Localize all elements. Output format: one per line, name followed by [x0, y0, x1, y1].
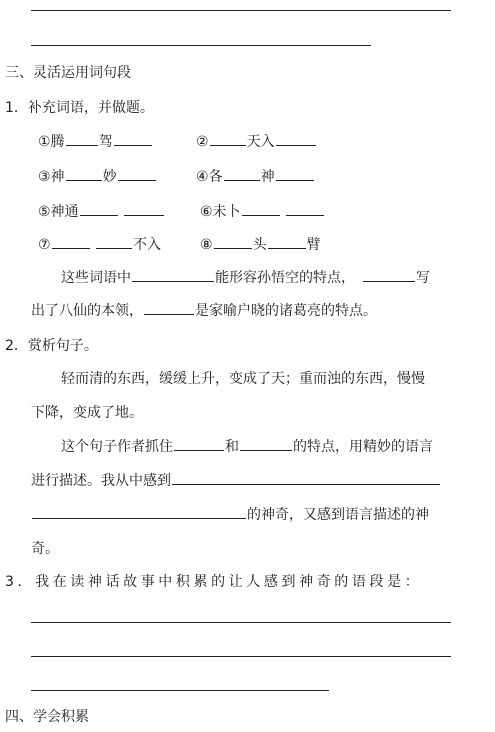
word-item-3[interactable]: ③神 妙 — [38, 166, 157, 186]
answer-line-top-1 — [31, 10, 451, 11]
word-item-2[interactable]: ② 天入 — [196, 131, 317, 151]
word-blank[interactable] — [124, 201, 164, 216]
q2-sentence-line-1: 轻而清的东西，缓缓上升，变成了天；重而浊的东西，慢慢 — [61, 371, 425, 387]
fill-blank[interactable] — [132, 267, 214, 282]
fill-blank[interactable] — [174, 436, 224, 451]
question-2-label: 2．赏析句子。 — [5, 338, 98, 354]
fill-blank[interactable] — [32, 504, 246, 519]
fill-blank[interactable] — [363, 267, 415, 282]
word-item-8[interactable]: ⑧ 头 臂 — [200, 234, 321, 254]
word-blank[interactable] — [214, 234, 252, 249]
fill-blank[interactable] — [144, 300, 194, 315]
word-blank[interactable] — [52, 234, 90, 249]
q2-task-line-4: 奇。 — [31, 541, 59, 557]
word-blank[interactable] — [96, 234, 132, 249]
word-item-5[interactable]: ⑤神通 — [38, 201, 165, 221]
q3-label-text: 3．我在读神话故事中积累的让人感到神奇的语段是： — [5, 574, 423, 590]
q3-answer-line-1[interactable] — [31, 622, 451, 623]
word-blank[interactable] — [80, 201, 118, 216]
word-item-1[interactable]: ①腾 驾 — [38, 131, 153, 151]
answer-line-top-2 — [31, 45, 371, 46]
word-blank[interactable] — [210, 131, 246, 146]
word-blank[interactable] — [224, 166, 260, 181]
word-blank[interactable] — [268, 234, 306, 249]
q1-fill-line-1: 这些词语中 能形容孙悟空的特点， 写 — [61, 267, 430, 287]
q1-fill-line-2: 出了八仙的本领， 是家喻户晓的诸葛亮的特点。 — [31, 300, 377, 320]
word-blank[interactable] — [276, 131, 316, 146]
word-item-6[interactable]: ⑥未卜 — [200, 201, 325, 221]
word-blank[interactable] — [242, 201, 280, 216]
q2-task-line-2: 进行描述。我从中感到 — [31, 470, 441, 490]
question-1-label: 1．补充词语，并做题。 — [5, 100, 154, 116]
word-blank[interactable] — [114, 131, 152, 146]
q3-answer-line-2[interactable] — [31, 656, 451, 657]
section-4-heading: 四、学会积累 — [5, 709, 89, 725]
question-3-label — [5, 571, 451, 591]
q2-sentence-line-2: 下降，变成了地。 — [31, 405, 143, 421]
word-blank[interactable] — [118, 166, 156, 181]
word-item-7[interactable]: ⑦ 不入 — [38, 234, 161, 254]
q3-answer-line-3[interactable] — [31, 690, 329, 691]
word-blank[interactable] — [66, 166, 102, 181]
fill-blank[interactable] — [240, 436, 292, 451]
q2-task-line-3: 的神奇，又感到语言描述的神 — [31, 504, 429, 524]
word-blank[interactable] — [286, 201, 324, 216]
q2-task-line-1: 这个句子作者抓住 和 的特点，用精妙的语言 — [61, 436, 433, 456]
section-3-heading: 三、灵活运用词句段 — [5, 65, 131, 81]
word-item-4[interactable]: ④各 神 — [196, 166, 315, 186]
word-blank[interactable] — [276, 166, 314, 181]
fill-blank[interactable] — [172, 470, 440, 485]
word-blank[interactable] — [66, 131, 98, 146]
